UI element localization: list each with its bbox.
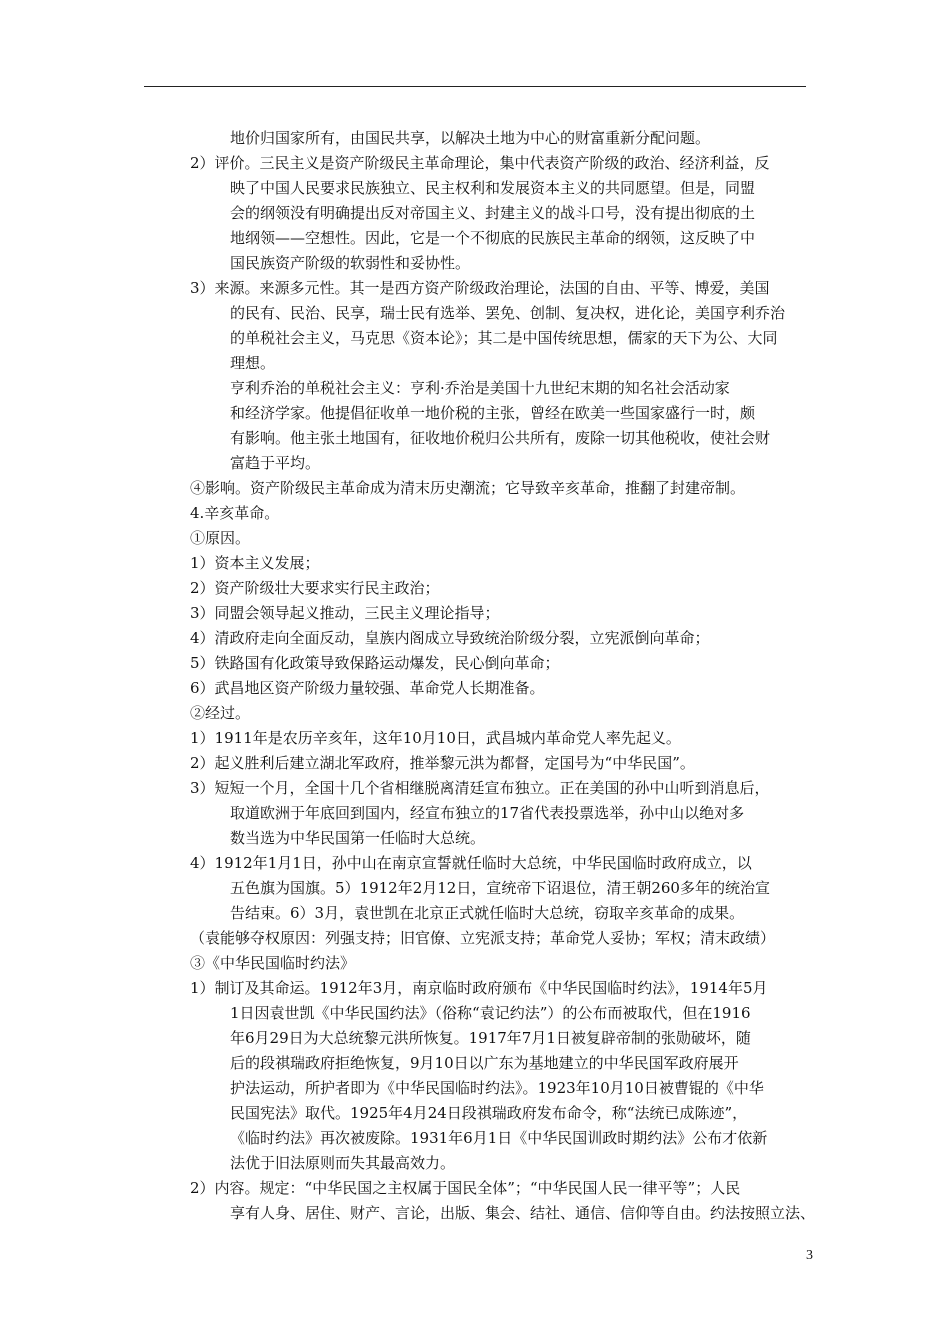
text-line: 数当选为中华民国第一任临时大总统。 [230,829,486,847]
text-line: 3）来源。来源多元性。其一是西方资产阶级政治理论，法国的自由、平等、博爱，美国 [190,279,770,297]
text-line: 3）同盟会领导起义推动，三民主义理论指导； [190,604,500,622]
text-line: 亨利乔治的单税社会主义：亨利·乔治是美国十九世纪末期的知名社会活动家 [230,379,730,397]
text-line: 4）清政府走向全面反动，皇族内阁成立导致统治阶级分裂，立宪派倒向革命； [190,629,710,647]
text-line: 法优于旧法原则而失其最高效力。 [230,1154,456,1172]
text-line: 2）评价。三民主义是资产阶级民主革命理论，集中代表资产阶级的政治、经济利益，反 [190,154,770,172]
text-line: 的民有、民治、民享，瑞士民有选举、罢免、创制、复决权，进化论，美国亨利乔治 [230,304,786,322]
text-line: ①原因。 [190,529,251,547]
text-line: 理想。 [230,354,276,372]
text-line: 2）资产阶级壮大要求实行民主政治； [190,579,440,597]
text-line: 《临时约法》再次被废除。1931年6月1日《中华民国训政时期约法》公布才依新 [230,1129,768,1147]
text-line: 1）制订及其命运。1912年3月，南京临时政府颁布《中华民国临时约法》，1914年5月 [190,979,768,997]
text-line: 2）内容。规定：“中华民国之主权属于国民全体”；“中华民国人民一律平等”；人民 [190,1179,741,1197]
header-rule [144,86,806,87]
text-line: 和经济学家。他提倡征收单一地价税的主张，曾经在欧美一些国家盛行一时，颇 [230,404,756,422]
text-line: ②经过。 [190,704,251,722]
text-line: ③《中华民国临时约法》 [190,954,356,972]
text-line: 护法运动，所护者即为《中华民国临时约法》。1923年10月10日被曹锟的《中华 [230,1079,764,1097]
text-line: 映了中国人民要求民族独立、民主权利和发展资本主义的共同愿望。但是，同盟 [230,179,756,197]
text-line: 的单税社会主义，马克思《资本论》；其二是中国传统思想，儒家的天下为公、大同 [230,329,778,347]
text-line: 4.辛亥革命。 [190,504,280,522]
text-line: 五色旗为国旗。5）1912年2月12日，宣统帝下诏退位，清王朝260多年的统治宣 [230,879,770,897]
text-line: 取道欧洲于年底回到国内，经宣布独立的17省代表投票选举，孙中山以绝对多 [230,804,745,822]
text-line: 3）短短一个月，全国十几个省相继脱离清廷宣布独立。正在美国的孙中山听到消息后， [190,779,770,797]
text-line: 地纲领——空想性。因此，它是一个不彻底的民族民主革命的纲领，这反映了中 [230,229,756,247]
text-line: 会的纲领没有明确提出反对帝国主义、封建主义的战斗口号，没有提出彻底的土 [230,204,756,222]
text-line: ④影响。资产阶级民主革命成为清末历史潮流；它导致辛亥革命，推翻了封建帝制。 [190,479,746,497]
text-line: 1）1911年是农历辛亥年，这年10月10日，武昌城内革命党人率先起义。 [190,729,681,747]
text-line: 5）铁路国有化政策导致保路运动爆发，民心倒向革命； [190,654,560,672]
text-line: 1）资本主义发展； [190,554,320,572]
text-line: 告结束。6）3月，袁世凯在北京正式就任临时大总统，窃取辛亥革命的成果。 [230,904,745,922]
text-line: 6）武昌地区资产阶级力量较强、革命党人长期准备。 [190,679,545,697]
text-line: 国民族资产阶级的软弱性和妥协性。 [230,254,471,272]
text-line: 地价归国家所有，由国民共享，以解决土地为中心的财富重新分配问题。 [230,129,711,147]
text-line: 富趋于平均。 [230,454,321,472]
text-line: 有影响。他主张土地国有，征收地价税归公共所有，废除一切其他税收，使社会财 [230,429,771,447]
text-line: 年6月29日为大总统黎元洪所恢复。1917年7月1日被复辟帝制的张勋破坏，随 [230,1029,751,1047]
text-line: （袁能够夺权原因：列强支持；旧官僚、立宪派支持；革命党人妥协；军权；清末政绩） [190,929,776,947]
text-line: 4）1912年1月1日，孙中山在南京宣誓就任临时大总统，中华民国临时政府成立，以 [190,854,752,872]
text-line: 后的段祺瑞政府拒绝恢复，9月10日以广东为基地建立的中华民国军政府展开 [230,1054,739,1072]
text-line: 享有人身、居住、财产、言论，出版、集会、结社、通信、信仰等自由。约法按照立法、 [230,1204,816,1222]
text-line: 民国宪法》取代。1925年4月24日段祺瑞政府发布命令，称“法统已成陈迹”， [230,1104,748,1122]
document-body [190,126,818,1226]
text-line: 1日因袁世凯《中华民国约法》（俗称“袁记约法”）的公布而被取代，但在1916 [230,1004,751,1022]
text-line: 2）起义胜利后建立湖北军政府，推举黎元洪为都督，定国号为“中华民国”。 [190,754,695,772]
page-number: 3 [806,1248,813,1263]
